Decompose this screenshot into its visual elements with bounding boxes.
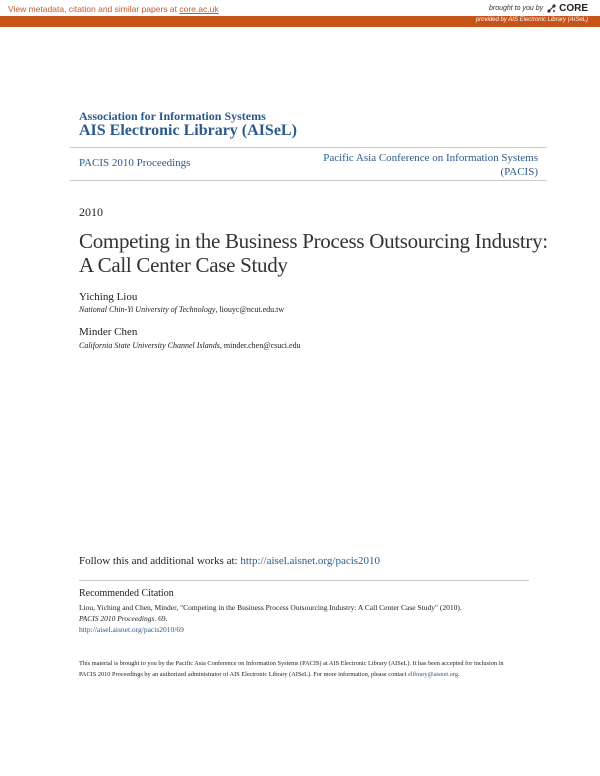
citation-text: Liou, Yiching and Chen, Minder, "Competing in the Business Process Outsourcing Industry: A Call Center Case Study" (2010). (79, 603, 462, 612)
core-ac-uk-link[interactable]: core.ac.uk (179, 4, 219, 14)
citation-url-link[interactable]: http://aisel.aisnet.org/pacis2010/69 (79, 625, 184, 634)
footer-email-link[interactable]: elibrary@aisnet.org (408, 671, 458, 678)
core-link-prefix: View metadata, citation and similar papers at (8, 4, 180, 14)
association-name[interactable]: Association for Information Systems (79, 109, 266, 123)
author-email: , liouyc@ncut.edu.tw (215, 305, 285, 314)
author-affiliation (79, 305, 284, 314)
recommended-citation-heading: Recommended Citation (79, 588, 174, 599)
follow-text: Follow this and additional works at: (79, 555, 241, 567)
citation-number: . 69. (154, 614, 168, 623)
core-provided-by[interactable]: provided by AIS Electronic Library (AISeL) (475, 17, 588, 23)
core-metadata-link[interactable] (8, 4, 219, 14)
publication-year: 2010 (79, 205, 103, 219)
footer-note-text: This material is brought to you by the Pacific Asia Conference on Information Systems (PACIS) at AIS Electronic Library (AISeL). It has been accepted for inclusion in PACIS 2010 Proceedings by an authorized administrator of AIS Electronic Library (AISeL). For more information, please contact (79, 660, 504, 678)
divider-bottom (70, 180, 547, 181)
citation-venue: PACIS 2010 Proceedings (79, 614, 155, 623)
author-name: Yiching Liou (79, 291, 138, 303)
conference-link[interactable] (298, 151, 538, 179)
divider-recommended (79, 580, 529, 581)
core-banner (0, 0, 600, 28)
brought-to-you-by-text: brought to you by (489, 5, 544, 12)
footer-note (79, 658, 519, 680)
citation-block (79, 602, 529, 635)
footer-note-end: . (457, 671, 460, 678)
affiliation-institution: National Chin-Yi University of Technology (79, 305, 216, 314)
conference-link-line1: Pacific Asia Conference on Information Systems (323, 152, 538, 164)
affiliation-institution: California State University Channel Islands (79, 341, 220, 350)
follow-url-link[interactable]: http://aisel.aisnet.org/pacis2010 (240, 555, 381, 567)
author-affiliation (79, 341, 301, 350)
conference-link-line2: (PACIS) (500, 166, 538, 178)
paper-title: Competing in the Business Process Outsourcing Industry: A Call Center Case Study (79, 229, 548, 277)
proceedings-link[interactable]: PACIS 2010 Proceedings (79, 157, 191, 169)
author-email: , minder.chen@csuci.edu (219, 341, 301, 350)
follow-line (79, 555, 380, 567)
core-logo-text: CORE (559, 3, 588, 14)
core-logo[interactable] (546, 3, 588, 14)
divider-top (70, 147, 547, 148)
core-brought-by (489, 3, 588, 14)
author-name: Minder Chen (79, 326, 138, 338)
core-logo-icon (546, 3, 557, 14)
library-name[interactable]: AIS Electronic Library (AISeL) (79, 122, 297, 139)
